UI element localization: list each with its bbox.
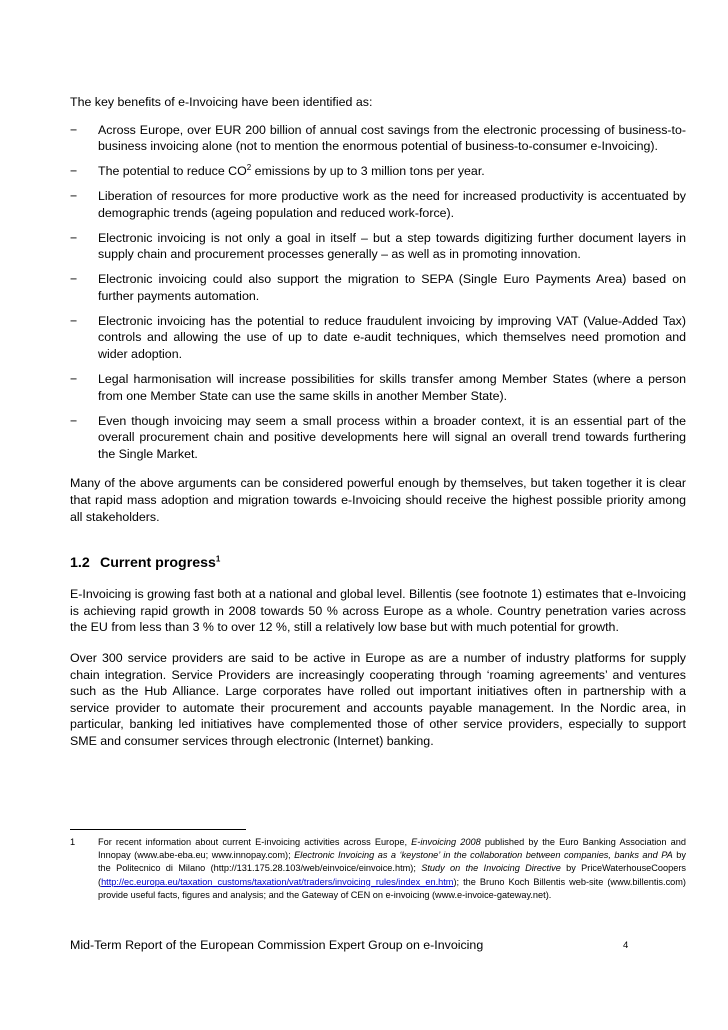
footnote-ref[interactable]: 1 [215, 554, 221, 564]
footnote [70, 836, 686, 902]
list-item: − Liberation of resources for more productive work as the need for increased productivity is accentuated by demographic trends (ageing population and reduced work-force). [70, 189, 686, 220]
bullet-dash: − [70, 313, 78, 328]
footnote-divider [70, 829, 246, 830]
list-item: − Electronic invoicing has the potential to reduce fraudulent invoicing by improving VAT (Value-Added Tax) controls and allowing the use of up to date e-audit techniques, which themselves need promotion and wider adoption. [70, 313, 686, 362]
bullet-dash: − [70, 164, 78, 179]
summary-paragraph: Many of the above arguments can be considered powerful enough by themselves, but taken together it is clear that rapid mass adoption and migration towards e-Invoicing should receive the highest possible priority among all stakeholders. [70, 476, 686, 524]
pwc-study-link[interactable]: http://ec.europa.eu/taxation_customs/taxation/vat/traders/invoicing_rules/index_en.htm [101, 876, 454, 887]
bullet-dash: − [70, 189, 78, 204]
section-number: 1.2 [70, 555, 90, 572]
bullet-dash: − [70, 122, 78, 137]
progress-paragraph-2: Over 300 service providers are said to be active in Europe as are a number of industry platforms for supply chain integration. Service Providers are increasingly cooperating through ‘roaming agreements’ and ventures such as the Hub Alliance. Large corporates have rolled out important initiatives often in partnership with a service provider to automate their procurement and accounts payable management. In the Nordic area, in particular, banking led initiatives have complemented those of other service providers, especially to support SME and consumer services through electronic (Internet) banking. [70, 650, 686, 748]
footer-title: Mid-Term Report of the European Commission Expert Group on e-Invoicing [70, 938, 484, 952]
footnote-text: For recent information about current E-invoicing activities across Europe, E-invoicing 2008 published by the Euro Banking Association and Innopay (www.abe-eba.eu; www.innopay.com); Electronic Invoicing as a ‘keystone’ in the collaboration between companies, banks and PA by the Politecnico di Milano (http://131.175.28.103/web/einvoice/einvoice.htm); Study on the Invoicing Directive by PriceWaterhouseCoopers (http://ec.europa.eu/taxation_customs/taxation/vat/traders/invoicing_rules/index_en.htm); the Bruno Koch Billentis web-site (www.billentis.com) provide useful facts, figures and analysis; and the Gateway of CEN on e-invoicing (www.e-invoice-gateway.net). [98, 837, 686, 900]
bullet-dash: − [70, 372, 78, 387]
list-item: − Even though invoicing may seem a small process within a broader context, it is an essential part of the overall procurement chain and positive developments here will signal an overall trend towards furthering the Single Market. [70, 413, 686, 461]
progress-paragraph-1: E-Invoicing is growing fast both at a national and global level. Billentis (see footnote 1) estimates that e-Invoicing is achieving rapid growth in 2008 towards 50 % across Europe as a whole. Country penetration varies across the EU from less than 3 % to over 12 %, still a relatively low base but with much potential for growth. [70, 587, 686, 635]
section-heading [70, 554, 686, 572]
footnote-number: 1 [70, 837, 76, 847]
list-item: − The potential to reduce $CO^2$ emissions by up to 3 million tons per year. [70, 163, 485, 179]
intro-paragraph: The key benefits of e-Invoicing have been identified as: [70, 95, 373, 109]
benefits-list [70, 122, 686, 463]
list-item: − Electronic invoicing is not only a goal in itself – but a step towards digitizing further document layers in supply chain and procurement processes generally – as well as in promoting innovation. [70, 230, 686, 262]
page-footer [70, 937, 686, 953]
subscript-2: 2 [246, 163, 252, 173]
list-item: − Electronic invoicing could also support the migration to SEPA (Single Euro Payments Area) based on further payments automation. [70, 272, 686, 303]
page-body [70, 94, 686, 750]
section-title: Current progress [100, 555, 216, 572]
bullet-dash: − [70, 230, 78, 245]
list-item: − Legal harmonisation will increase possibilities for skills transfer among Member States (where a person from one Member State can use the same skills in another Member State). [70, 372, 686, 403]
page-number: 4 [623, 940, 629, 951]
bullet-dash: − [70, 272, 78, 287]
list-item: − Across Europe, over EUR 200 billion of annual cost savings from the electronic processing of business-to-business invoicing alone (not to mention the enormous potential of business-to-consumer e-Invoicing). [70, 122, 686, 154]
bullet-dash: − [70, 413, 78, 428]
